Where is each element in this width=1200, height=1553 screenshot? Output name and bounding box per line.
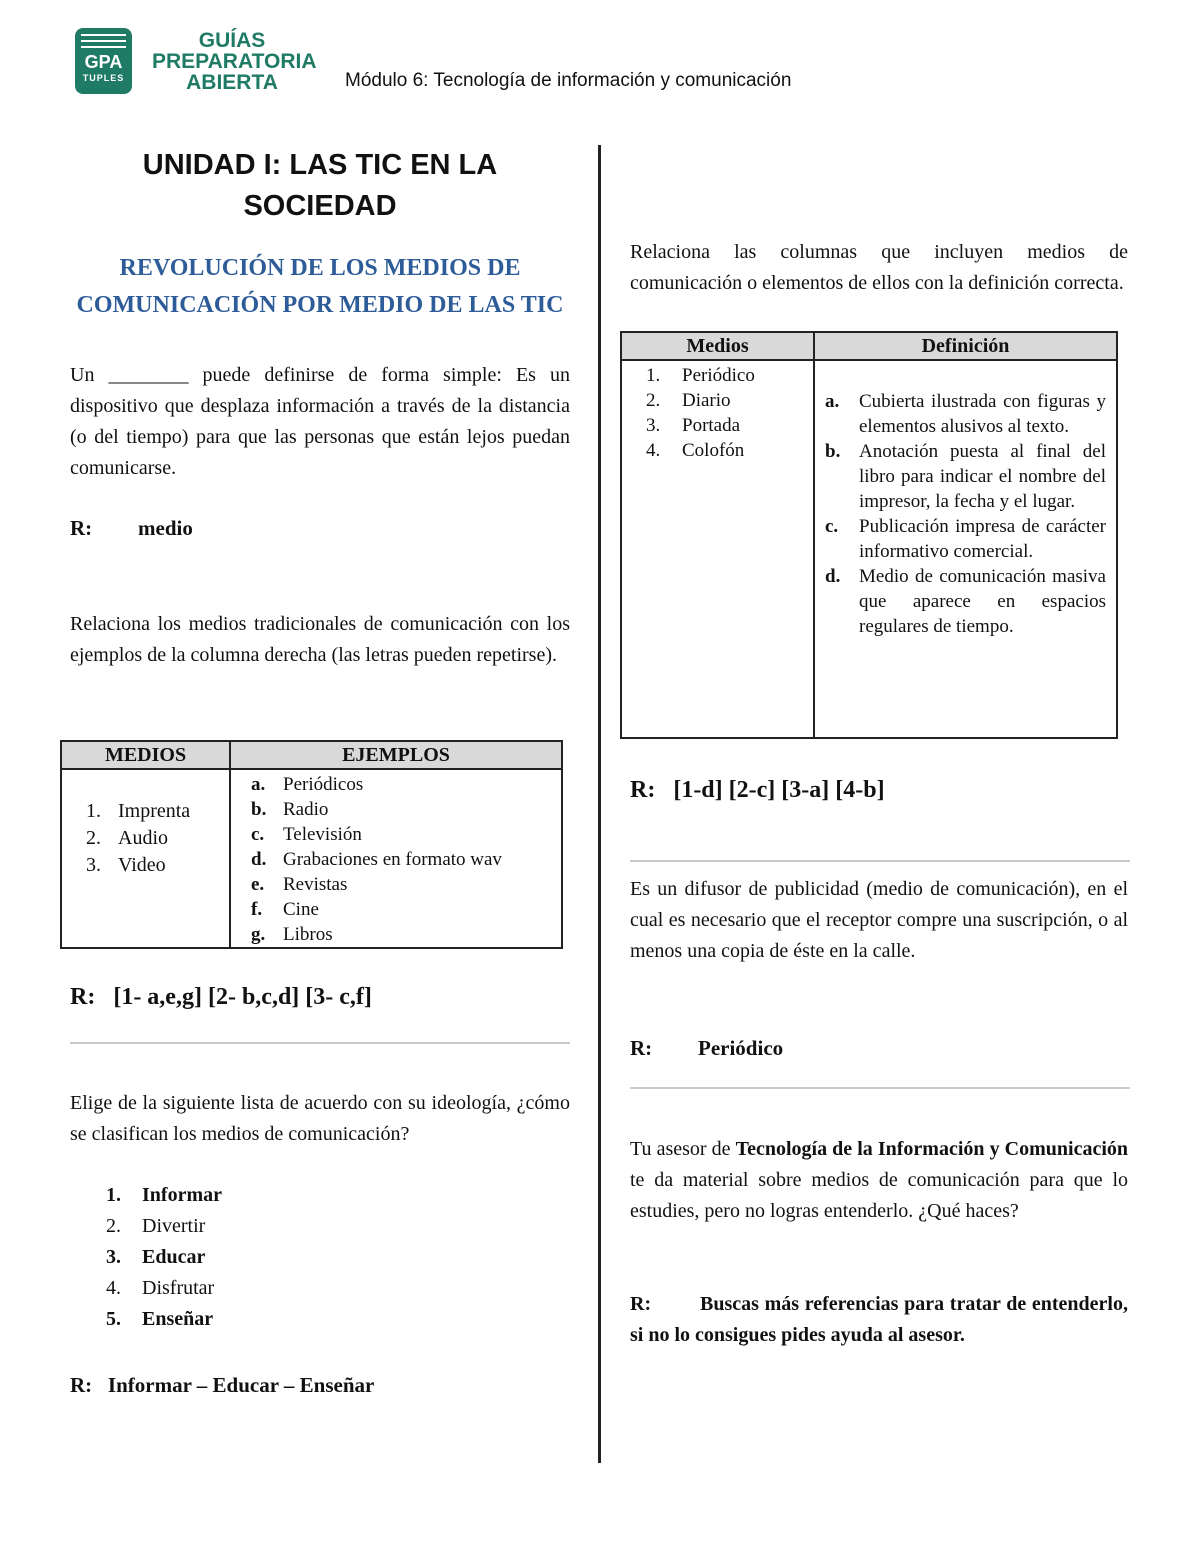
list-item: 3. Video xyxy=(86,854,166,876)
question-6-text-bold: Tecnología de la Información y Comunicación xyxy=(735,1138,1128,1160)
subtitle-line: COMUNICACIÓN POR MEDIO DE LAS TIC xyxy=(76,292,564,318)
unit-title xyxy=(70,145,570,227)
medios-list xyxy=(622,361,813,463)
logo-badge-text: GPA xyxy=(84,52,123,72)
ejemplos-cell xyxy=(230,769,562,948)
list-item: a. Periódicos xyxy=(251,774,364,795)
logo-line: PREPARATORIA xyxy=(152,50,317,73)
medios-cell xyxy=(621,360,814,738)
list-item: c. Televisión xyxy=(251,824,362,845)
column-divider xyxy=(598,145,601,1463)
separator xyxy=(70,1042,570,1044)
answer-text: Buscas más referencias para tratar de entenderlo, si no lo consigues pides ayuda al asesor. xyxy=(630,1293,1128,1346)
list-item: g. Libros xyxy=(251,924,333,945)
list-item: a. Cubierta ilustrada con figuras y elementos alusivos al texto. xyxy=(825,391,1106,437)
table-header: Medios xyxy=(621,332,814,360)
logo-stripe xyxy=(81,40,126,42)
question-5-answer xyxy=(630,1036,783,1061)
logo-line: ABIERTA xyxy=(186,71,278,94)
list-item: b. Anotación puesta al final del libro para indicar el nombre del impresor, la fecha y el lugar. xyxy=(825,441,1106,512)
unit-title-line: UNIDAD I: LAS TIC EN LA xyxy=(142,149,498,181)
question-3-answer: R: Informar – Educar – Enseñar xyxy=(70,1373,375,1397)
list-item: b. Radio xyxy=(251,799,329,820)
list-item: c. Publicación impresa de carácter informativo comercial. xyxy=(825,516,1106,562)
separator xyxy=(630,860,1130,862)
option-item: 5. Enseñar xyxy=(106,1308,214,1330)
logo-wordmark xyxy=(152,29,317,94)
list-item: d. Medio de comunicación masiva que aparece en espacios regulares de tiempo. xyxy=(825,566,1106,637)
list-item: 1. Imprenta xyxy=(86,800,191,822)
list-item: d. Grabaciones en formato wav xyxy=(251,849,502,870)
logo-stripe xyxy=(81,46,126,48)
option-item: 4. Disfrutar xyxy=(106,1277,215,1299)
separator xyxy=(630,1087,1130,1089)
question-1-answer xyxy=(70,516,193,541)
answer-text: Periódico xyxy=(698,1036,784,1060)
definicion-cell xyxy=(814,360,1117,738)
module-title: Módulo 6: Tecnología de información y comunicación xyxy=(345,70,792,91)
question-4-answer: R: [1-d] [2-c] [3-a] [4-b] xyxy=(630,777,885,803)
list-item: 3. Portada xyxy=(646,415,741,436)
medios-cell xyxy=(61,769,230,948)
subtitle-line: REVOLUCIÓN DE LOS MEDIOS DE xyxy=(119,255,521,281)
list-item: 1. Periódico xyxy=(646,365,755,386)
section-subtitle xyxy=(70,250,570,324)
ejemplos-list xyxy=(231,770,561,947)
question-6-answer xyxy=(630,1289,1128,1351)
question-2-answer: R: [1- a,e,g] [2- b,c,d] [3- c,f] xyxy=(70,984,372,1010)
question-6-text-a: Tu asesor de xyxy=(630,1138,736,1160)
logo-badge xyxy=(75,28,132,94)
logo-line: GUÍAS xyxy=(198,29,266,52)
medios-list xyxy=(62,770,229,879)
question-4-text: Relaciona las columnas que incluyen medios de comunicación o elementos de ellos con la definición correcta. xyxy=(630,241,1128,294)
medios-ejemplos-table xyxy=(60,740,563,949)
question-3-options xyxy=(106,1180,222,1335)
option-item: 3. Educar xyxy=(106,1246,206,1268)
answer-label: R: xyxy=(70,516,93,540)
option-item: 2. Divertir xyxy=(106,1215,206,1237)
list-item: f. Cine xyxy=(251,899,319,920)
option-item: 1. Informar xyxy=(106,1184,222,1206)
list-item: 2. Diario xyxy=(646,390,731,411)
definicion-list xyxy=(815,361,1116,639)
question-2-text: Relaciona los medios tradicionales de comunicación con los ejemplos de la columna derecha (las letras pueden repetirse). xyxy=(70,613,570,666)
unit-title-line: SOCIEDAD xyxy=(243,190,397,222)
table-header: Definición xyxy=(814,332,1117,360)
answer-text: medio xyxy=(138,516,193,540)
question-6-text-b: te da material sobre medios de comunicación para que lo estudies, pero no logras entenderlo. ¿Qué haces? xyxy=(630,1169,1128,1222)
list-item: 2. Audio xyxy=(86,827,168,849)
list-item: e. Revistas xyxy=(251,874,348,895)
question-6-text xyxy=(630,1134,1128,1227)
answer-label: R: xyxy=(630,1293,652,1315)
answer-label: R: xyxy=(630,1036,653,1060)
question-3-text: Elige de la siguiente lista de acuerdo con su ideología, ¿cómo se clasifican los medios de comunicación? xyxy=(70,1092,570,1145)
medios-definicion-table xyxy=(620,331,1118,739)
table-header: MEDIOS xyxy=(61,741,230,769)
logo-stripe xyxy=(81,34,126,36)
list-item: 4. Colofón xyxy=(646,440,745,461)
question-1-text: Un ________ puede definirse de forma simple: Es un dispositivo que desplaza información a través de la distancia (o del tiempo) para que las personas que están lejos puedan comunicarse. xyxy=(70,364,570,479)
question-5-text: Es un difusor de publicidad (medio de comunicación), en el cual es necesario que el receptor compre una suscripción, o al menos una copia de éste en la calle. xyxy=(630,878,1128,962)
table-header: EJEMPLOS xyxy=(230,741,562,769)
logo-tag: TUPLES xyxy=(82,73,125,83)
